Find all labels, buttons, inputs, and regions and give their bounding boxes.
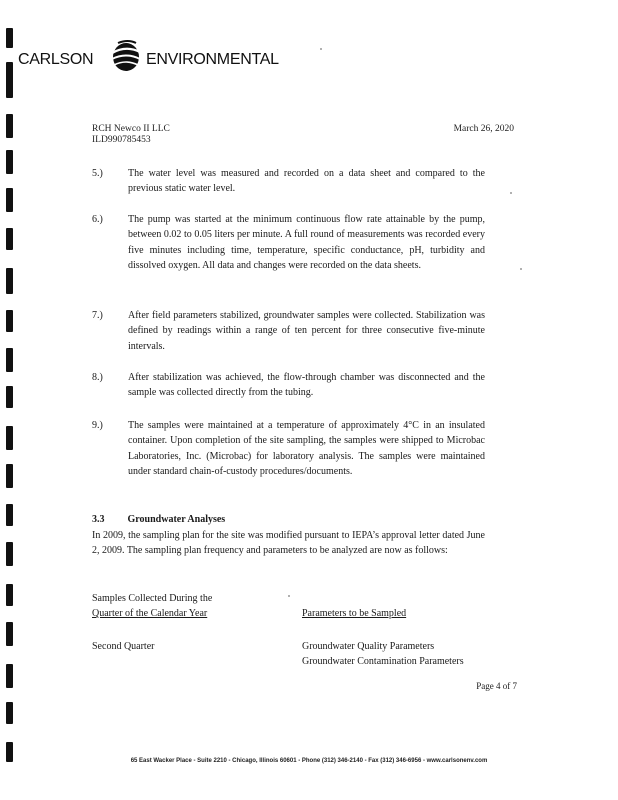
scan-speck [520, 268, 522, 270]
item-number: 9.) [92, 420, 103, 431]
binder-mark [6, 542, 13, 566]
item-number: 8.) [92, 372, 103, 383]
company-logo [12, 38, 292, 74]
binder-mark [6, 504, 13, 526]
section-paragraph: In 2009, the sampling plan for the site was modified pursuant to IEPA’s approval letter dated June 2, 2009. The sampling plan frequency and parameters to be analyzed are now as follows: [92, 530, 485, 557]
binder-mark [6, 348, 13, 372]
item-number: 6.) [92, 214, 103, 225]
binder-mark [6, 268, 13, 294]
logo-text-environmental: ENVIRONMENTAL [146, 51, 279, 68]
globe-icon [106, 38, 146, 74]
site-id: ILD990785453 [92, 135, 151, 145]
plan-row-quarter: Second Quarter [92, 641, 155, 652]
binder-mark [6, 584, 13, 606]
logo-text-carlson: CARLSON [18, 51, 94, 68]
binder-mark [6, 426, 13, 450]
binder-mark [6, 464, 13, 488]
item-text: After field parameters stabilized, groundwater samples were collected. Stabilization was defined by readings within a range of ten percent for three consecutive five-minute intervals. [128, 310, 485, 352]
header-recipient [92, 124, 170, 146]
binder-mark [6, 228, 13, 250]
binder-mark [6, 150, 13, 174]
binder-mark [6, 310, 13, 332]
page-number: Page 4 of 7 [476, 681, 517, 691]
item-text: The pump was started at the minimum continuous flow rate attainable by the pump, between 0.02 to 0.05 liters per minute. A full round of measurements was recorded every five minutes including time, temperature, specific conductance, pH, turbidity and dissolved oxygen. All data and changes were recorded on the data sheets. [128, 214, 485, 272]
footer-address: 65 East Wacker Place - Suite 2210 - Chicago, Illinois 60601 - Phone (312) 346-2140 - Fax (312) 346-6956 - www.carlsonenv.com [130, 758, 488, 764]
client-name: RCH Newco II LLC [92, 124, 170, 134]
binder-mark [6, 622, 13, 646]
item-number: 5.) [92, 168, 103, 179]
plan-col1-heading-line1: Samples Collected During the [92, 593, 213, 604]
binder-mark [6, 664, 13, 688]
binder-marks [6, 28, 18, 788]
binder-mark [6, 114, 13, 138]
section-number: 3.3 [92, 514, 105, 525]
plan-row-param-1: Groundwater Quality Parameters [302, 641, 435, 652]
item-number: 7.) [92, 310, 103, 321]
item-text: The water level was measured and recorded on a data sheet and compared to the previous static water level. [128, 168, 485, 195]
section-heading [92, 514, 225, 525]
scan-speck [288, 595, 290, 597]
scan-speck [510, 192, 512, 194]
item-text: After stabilization was achieved, the flow-through chamber was disconnected and the sample was collected directly from the tubing. [128, 372, 485, 399]
binder-mark [6, 702, 13, 724]
plan-row-param-2: Groundwater Contamination Parameters [302, 656, 464, 667]
scan-speck [320, 48, 322, 50]
plan-col1-heading-line2: Quarter of the Calendar Year [92, 608, 208, 619]
header-date: March 26, 2020 [453, 124, 514, 134]
binder-mark [6, 188, 13, 212]
item-text: The samples were maintained at a temperature of approximately 4°C in an insulated container. Upon completion of the site sampling, the samples were shipped to Microbac Laboratories, Inc. (Microbac) for laboratory analysis. The samples were maintained under standard chain-of-custody procedures/documents. [128, 420, 485, 478]
section-title: Groundwater Analyses [127, 514, 226, 525]
binder-mark [6, 386, 13, 408]
plan-col2-heading: Parameters to be Sampled [302, 608, 407, 619]
